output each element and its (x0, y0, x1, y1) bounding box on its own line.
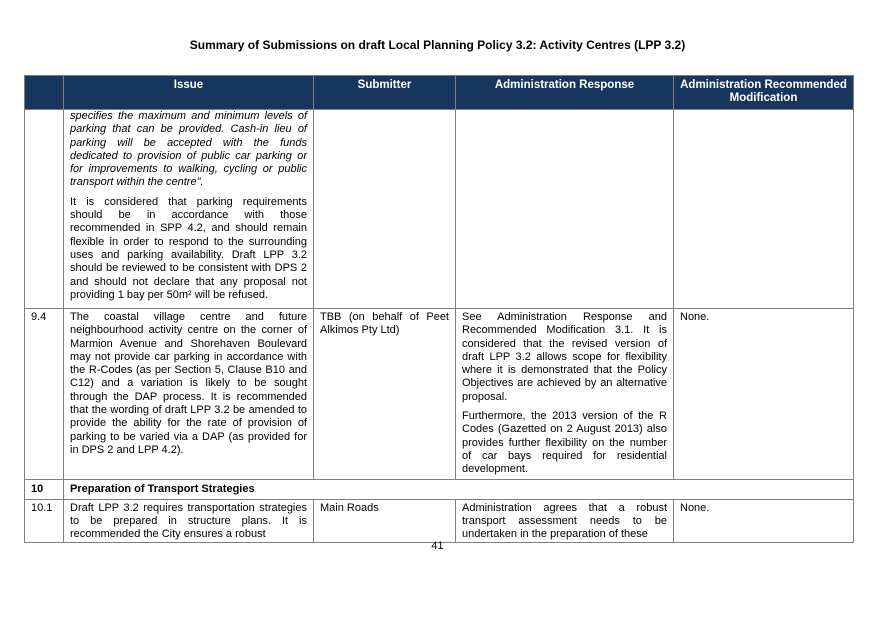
submitter-cell: Main Roads (314, 499, 456, 542)
response-paragraph-2: Furthermore, the 2013 version of the R Codes (Gazetted on 2 August 2013) also provides further flexibility on the number of car bays required for residential development. (462, 410, 667, 476)
header-number (25, 76, 64, 110)
modification-cell: None. (674, 499, 854, 542)
issue-cell (64, 309, 314, 480)
submissions-table (24, 75, 854, 543)
submitter-cell: TBB (on behalf of Peet Alkimos Pty Ltd) (314, 309, 456, 480)
page-title: Summary of Submissions on draft Local Planning Policy 3.2: Activity Centres (LPP 3.2) (189, 38, 686, 52)
modification-cell: None. (674, 309, 854, 480)
issue-cell (64, 110, 314, 309)
row-number: 10.1 (25, 499, 64, 542)
response-paragraph-1: See Administration Response and Recommended Modification 3.1. It is considered that the revised version of draft LPP 3.2 allows scope for flexibility where it is demonstrated that the Policy Objectives are achieved by an alternative proposal. (462, 311, 667, 403)
section-row-10 (25, 479, 854, 499)
row-number: 9.4 (25, 309, 64, 480)
header-response: Administration Response (456, 76, 674, 110)
header-issue: Issue (64, 76, 314, 110)
modification-cell (674, 110, 854, 309)
page-number: 41 (431, 540, 444, 552)
table-row-10-1 (25, 499, 854, 542)
issue-cell: Draft LPP 3.2 requires transportation strategies to be prepared in structure plans. It is recommended the City ensures a robust (64, 499, 314, 542)
response-cell (456, 309, 674, 480)
row-number (25, 110, 64, 309)
submitter-cell (314, 110, 456, 309)
response-cell (456, 110, 674, 309)
table-row-9-4 (25, 309, 854, 480)
response-cell: Administration agrees that a robust transport assessment needs to be undertaken in the preparation of these (456, 499, 674, 542)
issue-quote: specifies the maximum and minimum levels of parking that can be provided. Cash-in lieu of parking will be accepted with the funds dedicated to provision of public car parking or for improvements to walking, cycling or public transport within the centre". (70, 110, 307, 189)
issue-text: It is considered that parking requirements should be in accordance with those recommended in SPP 4.2, and should remain flexible in order to respond to the surrounding uses and parking availability. Draft LPP 3.2 should be reviewed to be consistent with DPS 2 and should not declare that any proposal not providing 1 bay per 50m² will be refused. (70, 195, 307, 301)
header-modification: Administration Recommended Modification (674, 76, 854, 110)
table-header-row (25, 76, 854, 110)
issue-text: The coastal village centre and future neighbourhood activity centre on the corner of Marmion Avenue and Shorehaven Boulevard may not provide car parking in accordance with the R-Codes (as per Section 5, Clause B10 and C12) and a variation is likely to be sought through the DAP process. It is recommended that the wording of draft LPP 3.2 be amended to provide the ability for the rate of provision of parking to be varied via a DAP (as provided for in DPS 2 and LPP 4.2). (70, 311, 307, 456)
header-submitter: Submitter (314, 76, 456, 110)
section-title: Preparation of Transport Strategies (64, 479, 854, 499)
section-number: 10 (25, 479, 64, 499)
table-row-continuation (25, 110, 854, 309)
